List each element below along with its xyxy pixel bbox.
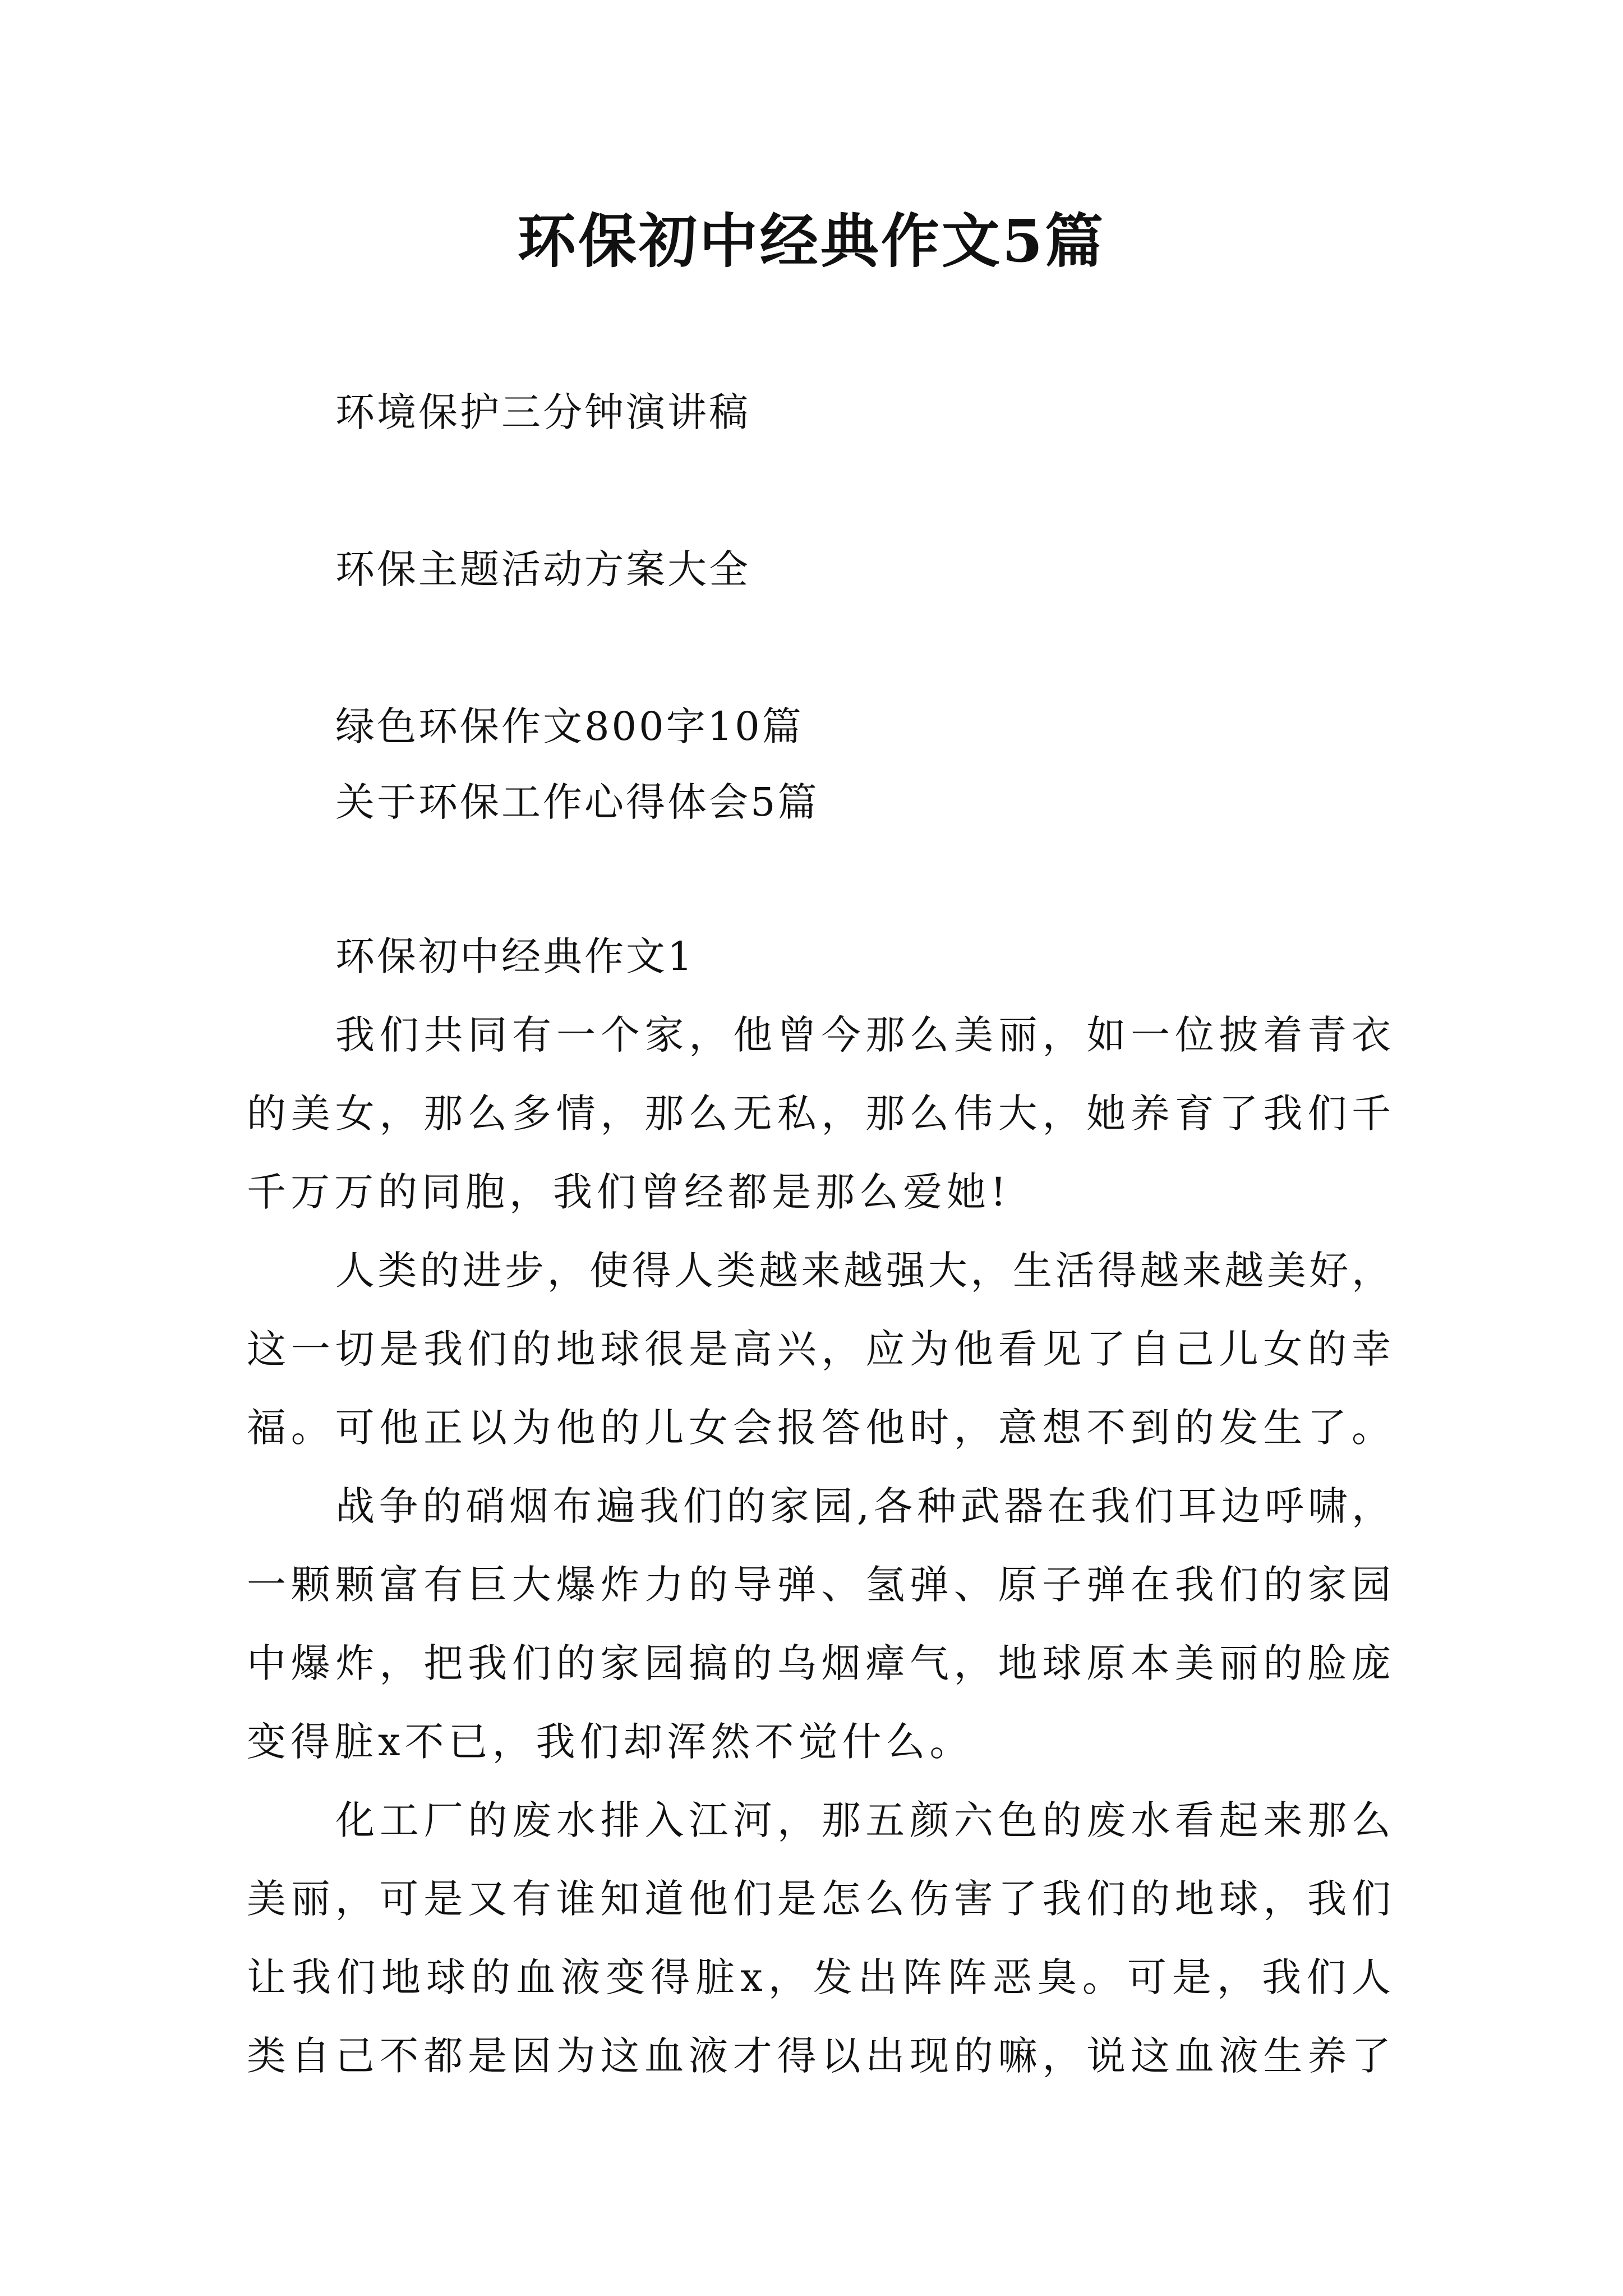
paragraph-line: 变得脏x不已，我们却浑然不觉什么。 <box>247 1719 974 1765</box>
paragraph-line: 人类的进步，使得人类越来越强大，生活得越来越美好， <box>335 1248 1391 1294</box>
page-title: 环保初中经典作文5篇 <box>517 206 1106 275</box>
paragraph-line: 让我们地球的血液变得脏x，发出阵阵恶臭。可是，我们人 <box>247 1954 1391 2000</box>
paragraph-line: 的美女，那么多情，那么无私，那么伟大，她养育了我们千 <box>247 1091 1391 1137</box>
paragraph-line: 战争的硝烟布遍我们的家园,各种武器在我们耳边呼啸， <box>335 1483 1391 1529</box>
related-link-work-reflections[interactable]: 关于环保工作心得体会5篇 <box>335 779 819 825</box>
paragraph-line: 中爆炸，把我们的家园搞的乌烟瘴气，地球原本美丽的脸庞 <box>247 1640 1391 1686</box>
paragraph-line: 这一切是我们的地球很是高兴，应为他看见了自己儿女的幸 <box>247 1326 1391 1372</box>
paragraph-line: 类自己不都是因为这血液才得以出现的嘛，说这血液生养了 <box>247 2033 1391 2079</box>
related-link-green-essay[interactable]: 绿色环保作文800字10篇 <box>335 703 804 749</box>
related-link-activity-plan[interactable]: 环保主题活动方案大全 <box>335 546 750 592</box>
related-link-speech[interactable]: 环境保护三分钟演讲稿 <box>335 389 750 435</box>
paragraph-line: 福。可他正以为他的儿女会报答他时，意想不到的发生了。 <box>247 1405 1391 1451</box>
paragraph-line: 美丽，可是又有谁知道他们是怎么伤害了我们的地球，我们 <box>247 1876 1391 1922</box>
paragraph-line: 化工厂的废水排入江河，那五颜六色的废水看起来那么 <box>335 1797 1391 1843</box>
paragraph-line: 一颗颗富有巨大爆炸力的导弹、氢弹、原子弹在我们的家园 <box>247 1562 1391 1608</box>
essay-heading: 环保初中经典作文1 <box>335 933 695 979</box>
paragraph-line: 千万万的同胞，我们曾经都是那么爱她! <box>247 1169 1011 1215</box>
paragraph-line: 我们共同有一个家，他曾今那么美丽，如一位披着青衣 <box>335 1012 1391 1058</box>
